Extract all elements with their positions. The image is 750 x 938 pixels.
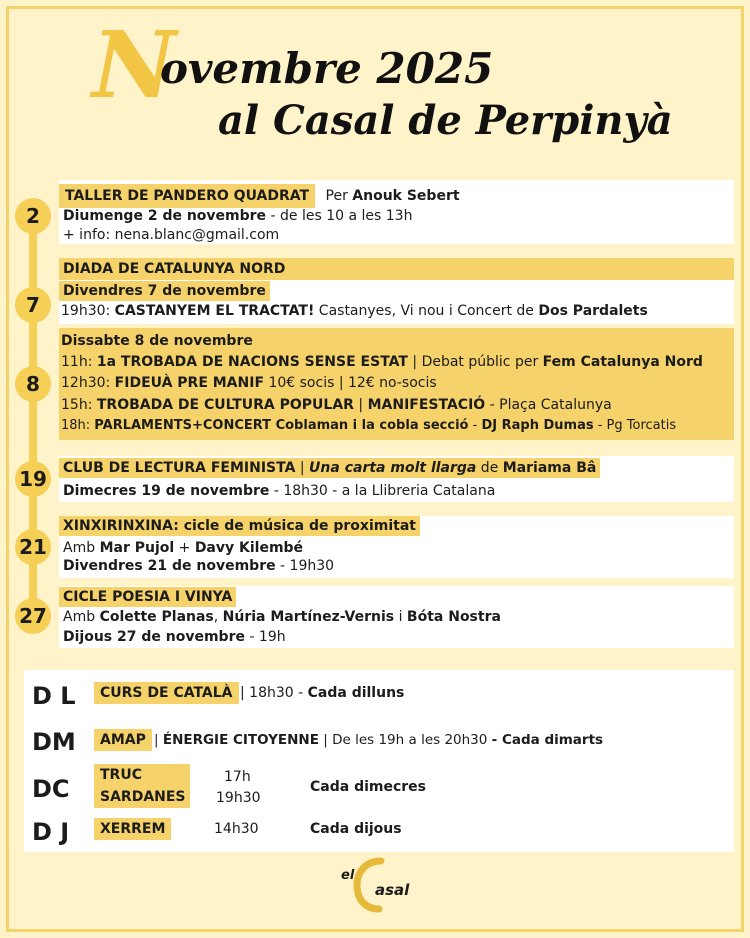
dm-detail: | ÉNERGIE CITOYENNE | De les 19h a les 20h30 - Cada dimarts: [154, 732, 604, 748]
weekday-dc: DC: [32, 775, 70, 803]
day-badge-2: 2: [15, 198, 51, 234]
event-8-line-2: 12h30: FIDEUÀ PRE MANIF 10€ socis | 12€ no-socis: [61, 375, 437, 391]
event-7-title: DIADA DE CATALUNYA NORD: [63, 261, 286, 277]
title-line-2: al Casal de Perpinyà: [218, 97, 673, 144]
weekday-dl: D L: [32, 682, 76, 710]
event-8-date: Dissabte 8 de novembre: [61, 333, 253, 349]
tag-sardanes: SARDANES: [94, 786, 190, 808]
tag-curs-catala: CURS DE CATALÀ: [94, 682, 239, 704]
event-21-title: XINXIRINXINA: cicle de música de proximitat: [59, 516, 420, 536]
day-badge-27: 27: [15, 598, 51, 634]
event-7-date: Divendres 7 de novembre: [59, 281, 270, 301]
dj-when: Cada dijous: [310, 821, 402, 837]
tag-truc: TRUC: [94, 764, 190, 786]
event-21-artists: Amb Mar Pujol + Davy Kilembé: [63, 540, 304, 556]
event-27-artists: Amb Colette Planas, Núria Martínez-Vernis i Bóta Nostra: [63, 609, 501, 625]
event-7-detail: 19h30: CASTANYEM EL TRACTAT! Castanyes, Vi nou i Concert de Dos Pardalets: [61, 303, 648, 319]
day-badge-21: 21: [15, 529, 51, 565]
event-8-line-1: 11h: 1a TROBADA DE NACIONS SENSE ESTAT | Debat públic per Fem Catalunya Nord: [61, 354, 703, 370]
event-19-date-line: Dimecres 19 de novembre - 18h30 - a la Llibreria Catalana: [63, 483, 496, 499]
weekday-dm: DM: [32, 728, 76, 756]
day-badge-7: 7: [15, 287, 51, 323]
dc-time-2: 19h30: [216, 790, 261, 806]
dc-when: Cada dimecres: [310, 779, 426, 795]
casal-logo: [335, 855, 415, 915]
event-27-date-line: Dijous 27 de novembre - 19h: [63, 629, 286, 645]
event-2-title: TALLER DE PANDERO QUADRAT: [59, 184, 315, 208]
logo-text-casal: asal: [375, 881, 410, 899]
dc-time-1: 17h: [224, 769, 251, 785]
event-2-date: Diumenge 2 de novembre: [63, 208, 267, 224]
event-2-author: Anouk Sebert: [352, 188, 460, 204]
logo-text-el: el: [341, 868, 355, 883]
event-2-header: TALLER DE PANDERO QUADRAT Per Anouk Sebert: [59, 184, 460, 208]
tag-amap: AMAP: [94, 729, 152, 751]
event-2-date-line: Diumenge 2 de novembre - de les 10 a les 13h: [63, 208, 413, 224]
event-19-header: CLUB DE LECTURA FEMINISTA | Una carta molt llarga de Mariama Bâ: [59, 458, 600, 478]
casal-logo-mark: [335, 855, 415, 915]
event-8-line-4: 18h: PARLAMENTS+CONCERT Coblaman i la cobla secció - DJ Raph Dumas - Pg Torcatis: [61, 418, 677, 433]
title-initial: N: [92, 11, 177, 119]
day-badge-8: 8: [15, 366, 51, 402]
day-badge-19: 19: [15, 461, 51, 497]
title-rest: ovembre 2025: [160, 44, 494, 93]
event-21-date-line: Divendres 21 de novembre - 19h30: [63, 558, 335, 574]
dl-detail: | 18h30 - Cada dilluns: [240, 685, 405, 701]
dj-time: 14h30: [214, 821, 259, 837]
event-8-line-3: 15h: TROBADA DE CULTURA POPULAR | MANIFESTACIÓ - Plaça Catalunya: [61, 397, 612, 413]
event-2-info[interactable]: + info: nena.blanc@gmail.com: [63, 227, 280, 243]
tag-xerrem: XERREM: [94, 818, 171, 840]
event-27-title: CICLE POESIA I VINYA: [59, 587, 236, 607]
weekday-dj: D J: [32, 818, 70, 846]
